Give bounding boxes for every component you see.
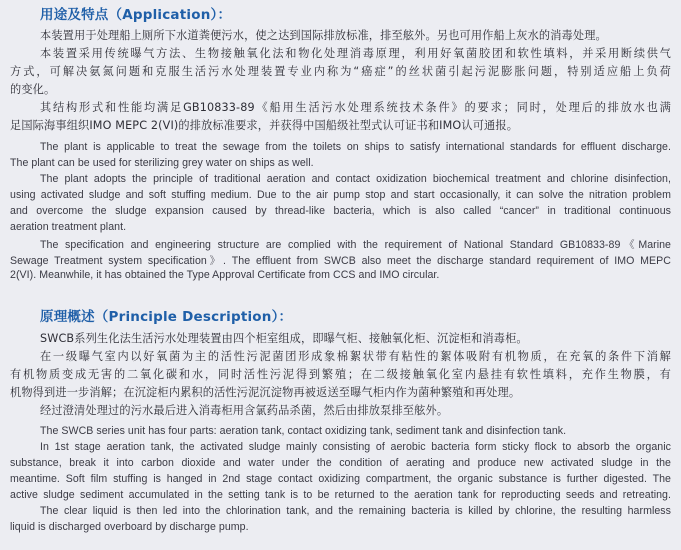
application-zh-line-3: 方式，可解决氨氮问题和克服生活污水处理装置专业内称为“癌症”的丝状菌引起污泥膨胀问题，特别适应船上负荷 <box>10 65 671 78</box>
principle-zh-line-5: 经过澄清处理过的污水最后进入消毒柜用含氯药品杀菌，然后由排放泵排至舷外。 <box>40 404 449 417</box>
application-en-line-2: The plant can be used for sterilizing grey water on ships as well. <box>10 157 314 169</box>
application-en-line-3: The plant adopts the principle of traditional aeration and contact oxidization biochemical treatment and chlorine disinfection, <box>40 173 671 185</box>
application-en-line-1: The plant is applicable to treat the sewage from the toilets on ships to satisfy international standards for effluent discharge. <box>40 141 671 153</box>
principle-en-line-4: meantime. Soft film stuffing is hanged in 2nd stage contact oxidizing compartment, the organic substance is further digested. The <box>10 473 671 485</box>
application-en-line-9: 2(VI). Meanwhile, it has obtained the Type Approval Certificate from CCS and IMO circular. <box>10 269 440 281</box>
application-zh-line-1: 本装置用于处理船上厕所下水道粪便污水，使之达到国际排放标准，排至舷外。另也可用作船上灰水的消毒处理。 <box>40 29 607 42</box>
principle-en-line-3: substance, break it into carbon dioxide and water under the condition of aerating and produce new activated sludge in the <box>10 457 671 469</box>
application-en-line-8: Sewage Treatment system specification》. The effluent from SWCB also meet the discharge standard requirement of IMO MEPC <box>10 255 671 267</box>
application-zh-line-2: 本装置采用传统曝气方法、生物接触氧化法和物化处理消毒原理，利用好氧菌胶团和软性填料，并采用断续供气 <box>40 47 671 60</box>
principle-heading: 原理概述（Principle Description）： <box>40 309 293 325</box>
principle-en-line-1: The SWCB series unit has four parts: aeration tank, contact oxidizing tank, sediment tank and disinfection tank. <box>40 425 567 437</box>
application-en-line-6: aeration treatment plant. <box>10 221 127 233</box>
principle-en-line-5: active sludge sediment accumulated in the setting tank is to be returned to the aeration tank for reproducting seeds and retreating. <box>10 489 671 501</box>
principle-zh-line-3: 有机物质变成无害的二氧化碳和水，同时活性污泥得到繁殖；在二级接触氧化室内悬挂有软性填料，充作生物膜，有 <box>10 368 671 381</box>
principle-en-line-2: In 1st stage aeration tank, the activated sludge mainly consisting of aerobic bacteria form sticky flock to absorb the organic <box>40 441 671 453</box>
application-zh-line-4: 的变化。 <box>10 83 56 96</box>
application-zh-line-5: 其结构形式和性能均满足GB10833-89《船用生活污水处理系统技术条件》的要求；同时，处理后的排放水也满 <box>40 101 671 114</box>
application-heading: 用途及特点（Application）： <box>40 7 232 23</box>
principle-zh-line-4: 机物得到进一步消解；在沉淀柜内累积的活性污泥沉淀物再被返送至曝气柜内作为菌种繁殖和再处理。 <box>10 386 521 399</box>
application-en-line-4: using activated sludge and soft stuffing medium. Due to the air pump stop and start occasionally, it can solve the nitration problem <box>10 189 671 201</box>
application-zh-line-6: 足国际海事组织IMO MEPC 2(VI)的排放标准要求，并获得中国船级社型式认可证书和IMO认可通报。 <box>10 119 519 132</box>
principle-zh-line-2: 在一级曝气室内以好氧菌为主的活性污泥菌团形成象棉絮状带有粘性的絮体吸附有机物质，在充氧的条件下消解 <box>40 350 671 363</box>
application-en-line-7: The specification and engineering structure are complied with the requirement of National Standard GB10833-89《Marine <box>40 239 671 251</box>
principle-en-line-6: The clear liquid is then led into the chlorination tank, and the remaining bacteria is killed by chlorine, the resulting harmless <box>40 505 671 517</box>
principle-zh-line-1: SWCB系列生化法生活污水处理装置由四个柜室组成，即曝气柜、接触氧化柜、沉淀柜和消毒柜。 <box>40 332 528 345</box>
principle-en-line-7: liquid is discharged overboard by discharge pump. <box>10 521 249 533</box>
application-en-line-5: and overcome the sludge expansion caused by thread-like bacteria, which is also called “cancer” in traditional continuous <box>10 205 671 217</box>
